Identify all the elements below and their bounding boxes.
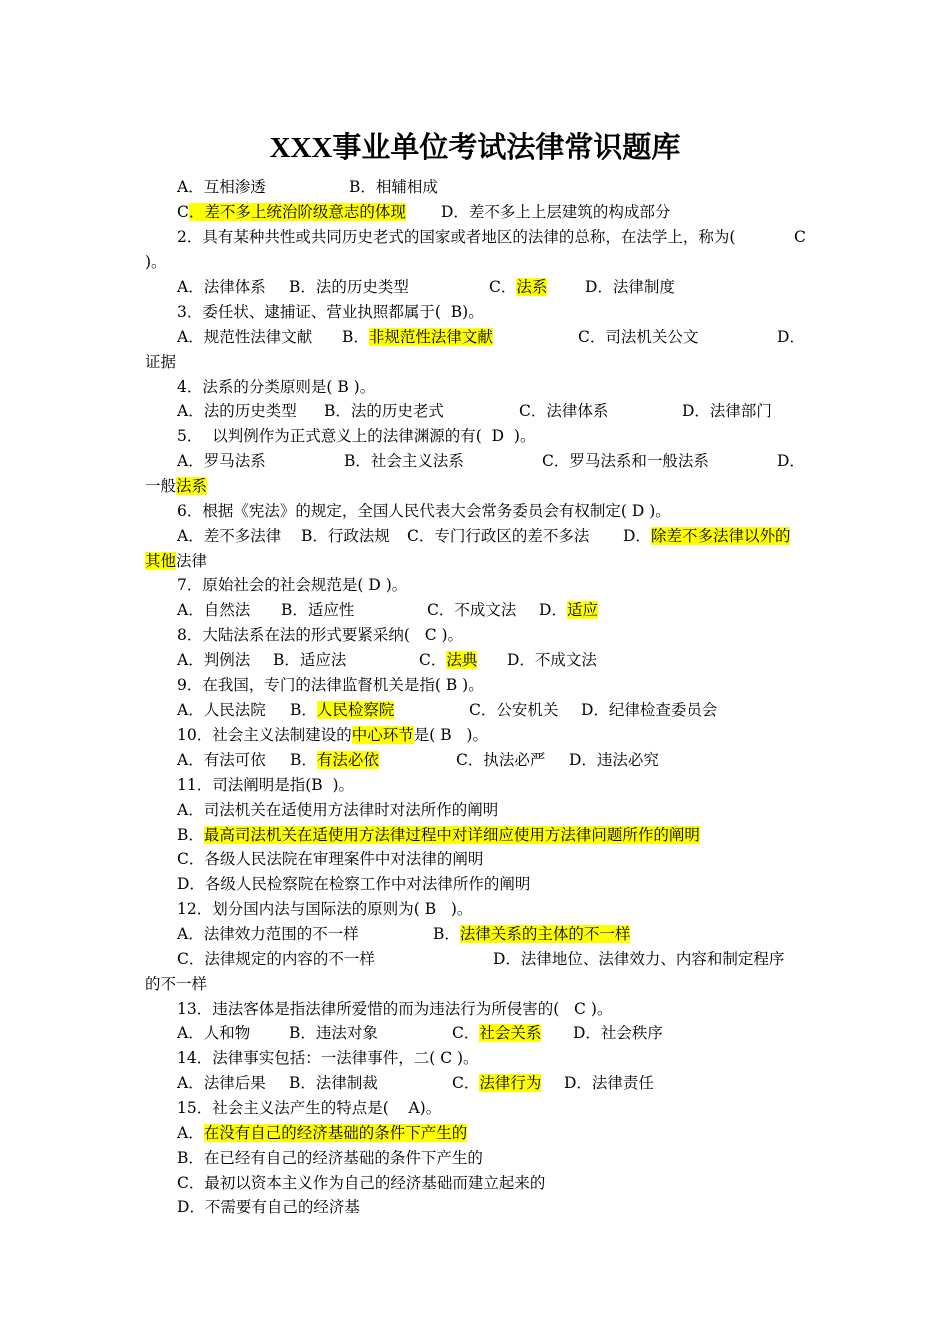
option-a: A．法的历史类型 [177, 402, 297, 420]
highlight: 在没有自己的经济基础的条件下产生的 [203, 1124, 468, 1142]
question-answer: C [794, 228, 806, 246]
question-11-option-a: A．司法机关在适使用方法律时对法所作的阐明 [177, 801, 499, 819]
option-b: B．社会主义法系 [344, 452, 464, 470]
question-7: 7．原始社会的社会规范是( D )。 [177, 576, 408, 594]
option-b: B．违法对象 [289, 1024, 378, 1042]
option-c: C．法律行为 [452, 1074, 542, 1092]
option-b: B．非规范性法律文献 [342, 328, 493, 346]
option-a: A．自然法 [177, 601, 251, 619]
option-c: C．不成文法 [427, 601, 517, 619]
question-12-options-cd [177, 949, 785, 969]
option-c: C．法典 [419, 651, 478, 669]
question-11-option-b: B．最高司法机关在适使用方法律过程中对详细应使用方法律问题所作的阐明 [177, 826, 700, 844]
highlight: 法律行为 [479, 1074, 542, 1092]
option-d: D．法律部门 [682, 402, 772, 420]
option-d: D．不成文法 [507, 651, 597, 669]
option-b: B．法律关系的主体的不一样 [433, 925, 631, 943]
highlight: 法律关系的主体的不一样 [459, 925, 631, 943]
option-b: B．适应性 [281, 601, 355, 619]
highlight: 非规范性法律文献 [368, 328, 493, 346]
highlight: 其他 [145, 552, 177, 570]
question-13: 13．违法客体是指法律所爱惜的而为违法行为所侵害的( C )。 [177, 1000, 613, 1018]
question-3-options [177, 327, 805, 347]
option-c: C．执法必严 [456, 751, 546, 769]
question-12-options-ab [177, 924, 631, 944]
question-8: 8．大陆法系在法的形式要紧采纳( C )。 [177, 626, 464, 644]
highlight: 法系 [516, 278, 548, 296]
option-d: D．纪律检查委员会 [581, 701, 718, 719]
highlight: 社会关系 [479, 1024, 542, 1042]
option-d: D．适应 [539, 601, 598, 619]
option-b: B．适应法 [273, 651, 347, 669]
question-12-cont: 的不一样 [145, 975, 208, 993]
option-d: D．法律地位、法律效力、内容和制定程序 [493, 950, 785, 968]
question-7-options [177, 600, 598, 620]
option-a: A．法律效力范围的不一样 [177, 925, 359, 943]
highlight: 除差不多法律以外的 [650, 527, 791, 545]
option-c: C．罗马法系和一般法系 [542, 452, 709, 470]
question-14-options [177, 1073, 654, 1093]
option-b: B．法的历史老式 [324, 402, 444, 420]
option-b: B．法律制裁 [289, 1074, 378, 1092]
option-c: C．法律体系 [519, 402, 609, 420]
question-13-options [177, 1023, 663, 1043]
option-a: A．人民法院 [177, 701, 266, 719]
option-a: A．互相渗透 [177, 178, 266, 196]
question-15-option-b: B．在已经有自己的经济基础的条件下产生的 [177, 1149, 483, 1167]
highlight: 中心环节 [351, 726, 414, 744]
option-a: A．差不多法律 [177, 527, 282, 545]
question-5: 5． 以判例作为正式意义上的法律渊源的有( D )。 [177, 427, 536, 445]
question-10: 10．社会主义法制建设的中心环节是( B )。 [177, 726, 488, 744]
question-6-options [177, 526, 791, 546]
highlight: 最高司法机关在适使用方法律过程中对详细应使用方法律问题所作的阐明 [203, 826, 700, 844]
option-d: D．法律责任 [564, 1074, 654, 1092]
question-2 [177, 227, 806, 247]
option-c: C．法系 [489, 278, 548, 296]
option-a: A．规范性法律文献 [177, 328, 313, 346]
option-c-highlight: ．差不多上统治阶级意志的体现 [188, 203, 406, 221]
question-10-options [177, 750, 659, 770]
highlight: 人民检察院 [316, 701, 395, 719]
option-b: B．行政法规 [301, 527, 390, 545]
option-a: A．人和物 [177, 1024, 251, 1042]
option-d: D．除差不多法律以外的 [623, 527, 791, 545]
question-6: 6．根据《宪法》的规定，全国人民代表大会常务委员会有权制定( D )。 [177, 502, 671, 520]
option-c: C．司法机关公文 [578, 328, 699, 346]
highlight: 有法必依 [316, 751, 379, 769]
option-b: B．相辅相成 [349, 178, 438, 196]
option-d: D． [777, 452, 805, 470]
question-15-option-d: D．不需要有自己的经济基 [177, 1198, 360, 1216]
highlight: 法系 [176, 477, 208, 495]
option-a: A．有法可依 [177, 751, 266, 769]
question-15-option-a: A．在没有自己的经济基础的条件下产生的 [177, 1124, 468, 1142]
question-9-options [177, 700, 718, 720]
option-d: D．社会秩序 [573, 1024, 663, 1042]
question-12: 12．划分国内法与国际法的原则为( B )。 [177, 900, 473, 918]
option-a: A．判例法 [177, 651, 251, 669]
question-3: 3．委任状、逮捕证、营业执照都属于( B)。 [177, 303, 484, 321]
question-4: 4．法系的分类原则是( B )。 [177, 378, 376, 396]
question-8-options [177, 650, 597, 670]
question-11-option-c: C．各级人民法院在审理案件中对法律的阐明 [177, 850, 484, 868]
option-b: B．法的历史类型 [289, 278, 409, 296]
document-title: XXX事业单位考试法律常识题库 [269, 132, 681, 164]
question-2-cont: )。 [145, 253, 167, 271]
question-3-cont: 证据 [145, 353, 177, 371]
question-text: 2．具有某种共性或共同历史老式的国家或者地区的法律的总称，在法学上，称为( [177, 228, 736, 246]
question-11: 11．司法阐明是指(B )。 [177, 776, 355, 794]
option-a: A．法律后果 [177, 1074, 266, 1092]
question-11-option-d: D．各级人民检察院在检察工作中对法律所作的阐明 [177, 875, 531, 893]
option-b: B．人民检察院 [290, 701, 395, 719]
question-5-options [177, 451, 805, 471]
highlight: 法典 [446, 651, 478, 669]
highlight: 适应 [566, 601, 598, 619]
question-6-cont: 其他法律 [145, 552, 208, 570]
option-a: A．罗马法系 [177, 452, 266, 470]
option-d: D．违法必究 [569, 751, 659, 769]
option-d: D． [777, 328, 805, 346]
option-a: A．法律体系 [177, 278, 266, 296]
question-15: 15．社会主义法产生的特点是( A)。 [177, 1099, 442, 1117]
option-c: C．社会关系 [452, 1024, 542, 1042]
option-c: C．专门行政区的差不多法 [407, 527, 590, 545]
option-c-label: C [177, 203, 189, 221]
question-2-options [177, 277, 675, 297]
question-14: 14．法律事实包括：一法律事件，二( C )。 [177, 1049, 479, 1067]
question-9: 9．在我国，专门的法律监督机关是指( B )。 [177, 676, 484, 694]
option-d: D．法律制度 [585, 278, 675, 296]
options-line-1 [177, 177, 438, 197]
option-b: B．有法必依 [290, 751, 379, 769]
question-5-cont: 一般法系 [145, 477, 208, 495]
question-4-options [177, 401, 772, 421]
option-d: D．差不多上上层建筑的构成部分 [441, 203, 671, 221]
options-line-2 [177, 202, 671, 222]
question-15-option-c: C．最初以资本主义作为自己的经济基础而建立起来的 [177, 1174, 546, 1192]
option-c: C．公安机关 [469, 701, 559, 719]
option-c: C．法律规定的内容的不一样 [177, 950, 375, 968]
